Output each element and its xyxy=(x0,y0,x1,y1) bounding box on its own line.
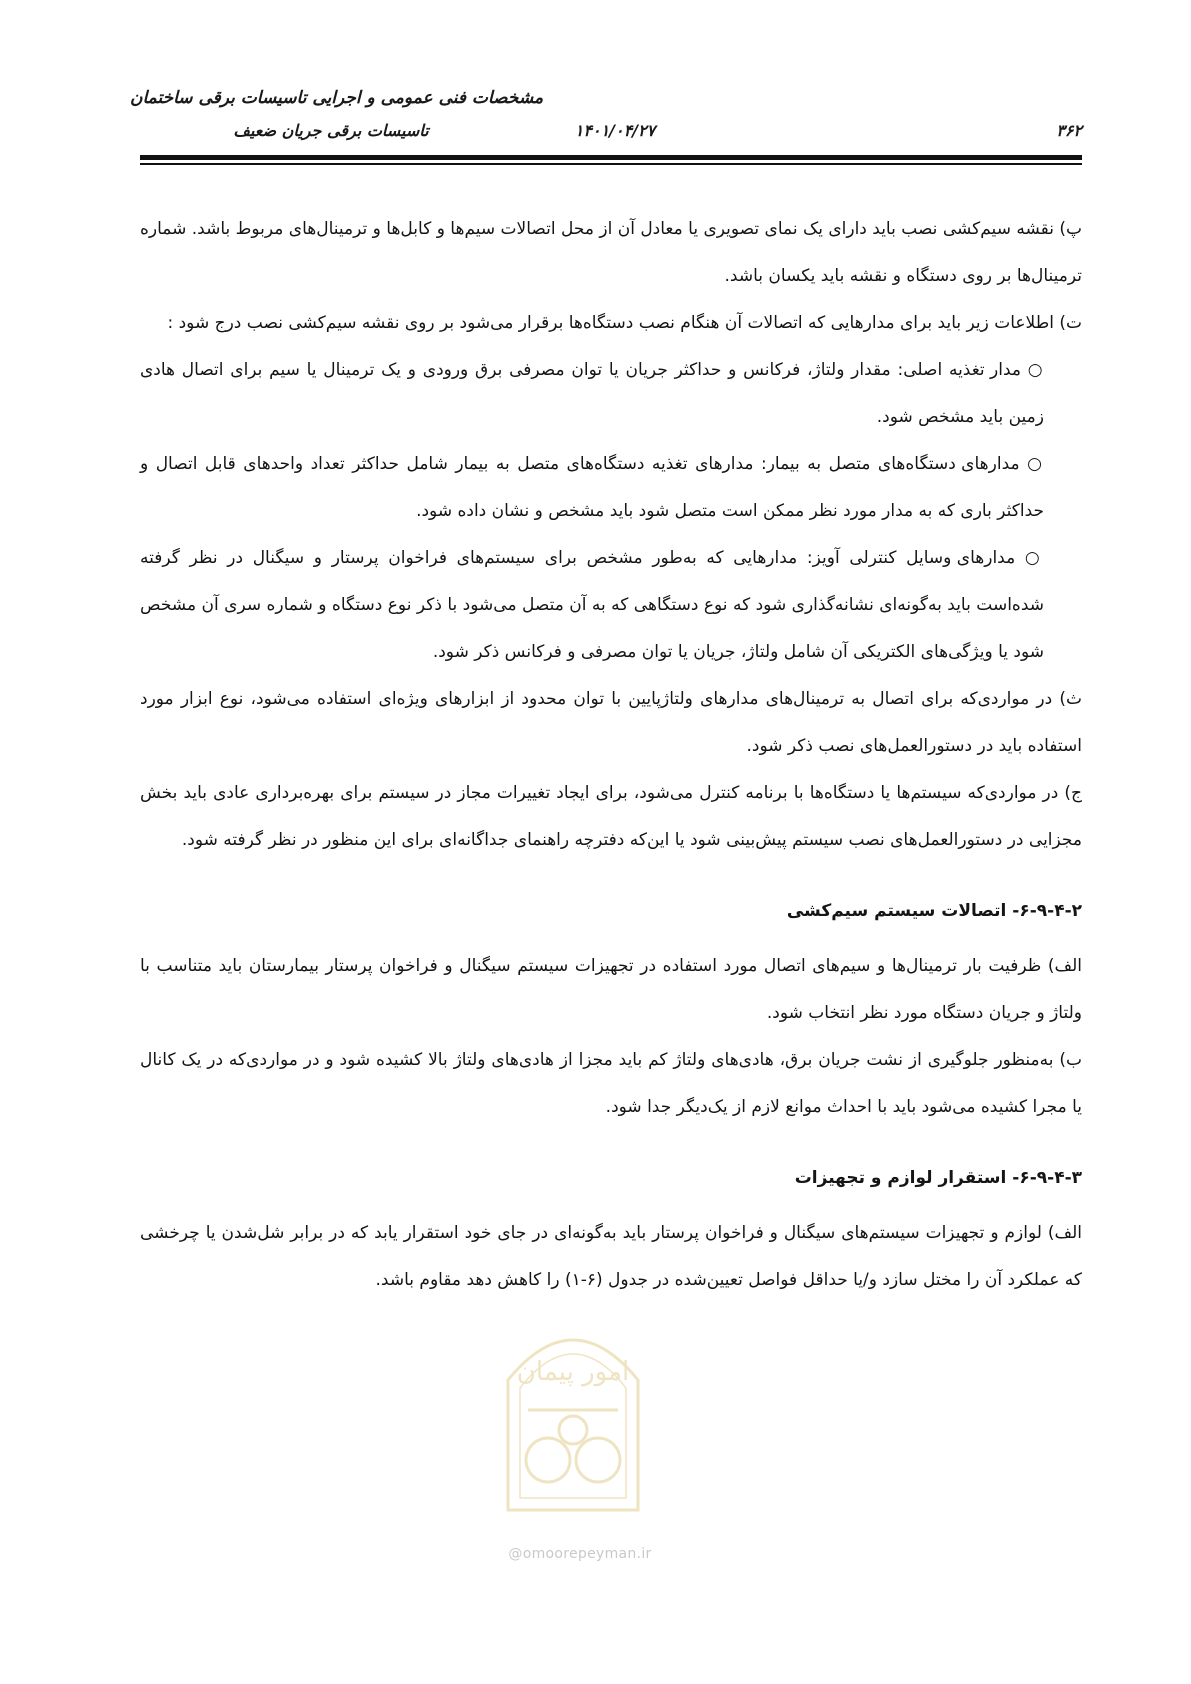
paragraph-pe: پ) نقشه سیم‌کشی نصب باید دارای یک نمای تصویری یا معادل آن از محل اتصالات سیم‌ها و کابل‌ها و ترمینال‌های مربوط باشد. شماره ترمینال‌ها بر روی دستگاه و نقشه باید یکسان باشد. xyxy=(140,219,1082,286)
page-body xyxy=(140,206,1082,1304)
section-title: تاسیسات برقی جریان ضعیف xyxy=(233,121,429,140)
watermark-logo xyxy=(488,1310,658,1530)
paragraph-jim: ج) در مواردی‌که سیستم‌ها یا دستگاه‌ها با برنامه کنترل می‌شود، برای ایجاد تغییرات مجاز در سیستم برای بهره‌برداری عادی باید بخش مجزایی در دستورالعمل‌های نصب سیستم پیش‌بینی شود یا این‌که دفترچه راهنمای جداگانه‌ای برای این منظور در نظر گرفته شود. xyxy=(140,783,1082,850)
section-heading-wiring-connections: ۶-۹-۴-۲- اتصالات سیستم سیم‌کشی xyxy=(786,901,1082,921)
paragraph-se: ث) در مواردی‌که برای اتصال به ترمینال‌های مدارهای ولتاژپایین با توان محدود از ابزارهای ویژه‌ای استفاده می‌شود، نوع ابزار مورد استفاده باید در دستورالعمل‌های نصب ذکر شود. xyxy=(140,689,1082,756)
paragraph-alef-2: الف) لوازم و تجهیزات سیستم‌های سیگنال و فراخوان پرستار باید به‌گونه‌ای در جای خود استقرار یابد که در برابر شل‌شدن یا چرخشی که عملکرد آن را مختل سازد و/یا حداقل فواصل تعیین‌شده در جدول (۶-۱) را کاهش دهد مقاوم باشد. xyxy=(140,1223,1082,1290)
list-item-main-supply: ○ مدار تغذیه اصلی: مقدار ولتاژ، فرکانس و حداکثر جریان یا توان مصرفی برق ورودی و یک ترمینال یا سیم برای اتصال هادی زمین باید مشخص شود. xyxy=(140,347,1044,441)
list-item-pendant-controls: ○ مدارهای وسایل کنترلی آویز: مدارهایی که به‌طور مشخص برای سیستم‌های فراخوان پرستار و سیگنال در نظر گرفته شده‌است باید به‌گونه‌ای نشانه‌گذاری شود که نوع دستگاهی که به آن متصل می‌شود با ذکر نوع دستگاه و شماره سری آن مشخص شود یا ویژگی‌های الکتریکی آن شامل ولتاژ، جریان یا توان مصرفی و فرکانس ذکر شود. xyxy=(140,535,1044,676)
watermark-logo-text: امور پیمان xyxy=(516,1357,630,1387)
header-rule-thick xyxy=(140,155,1082,160)
page-number: ۳۶۲ xyxy=(1056,121,1082,140)
paragraph-te: ت) اطلاعات زیر باید برای مدارهایی که اتصالات آن هنگام نصب دستگاه‌ها برقرار می‌شود بر روی نقشه سیم‌کشی نصب درج شود : xyxy=(167,313,1082,333)
section-heading-equipment-placement: ۶-۹-۴-۳- استقرار لوازم و تجهیزات xyxy=(794,1168,1082,1188)
paragraph-be: ب) به‌منظور جلوگیری از نشت جریان برق، هادی‌های ولتاژ کم باید مجزا از هادی‌های ولتاژ بالا کشیده شود و در مواردی‌که در یک کانال یا مجرا کشیده می‌شود باید با احداث موانع لازم از یک‌دیگر جدا شود. xyxy=(140,1050,1082,1117)
list-item-patient-devices: ○ مدارهای دستگاه‌های متصل به بیمار: مدارهای تغذیه دستگاه‌های متصل به بیمار شامل حداکثر تعداد واحدهای قابل اتصال و حداکثر باری که به مدار مورد نظر ممکن است متصل شود باید مشخص و نشان داده شود. xyxy=(140,441,1044,535)
paragraph-alef-1: الف) ظرفیت بار ترمینال‌ها و سیم‌های اتصال مورد استفاده در تجهیزات سیستم سیگنال و فراخوان پرستار بیمارستان باید متناسب با ولتاژ و جریان دستگاه مورد نظر انتخاب شود. xyxy=(140,956,1082,1023)
revision-date: ۱۴۰۱/۰۴/۲۷ xyxy=(574,121,656,140)
book-title: مشخصات فنی عمومی و اجرایی تاسیسات برقی ساختمان xyxy=(130,88,544,108)
watermark-url: @omoorepeyman.ir xyxy=(508,1546,652,1562)
header-rule-thin xyxy=(140,163,1082,165)
